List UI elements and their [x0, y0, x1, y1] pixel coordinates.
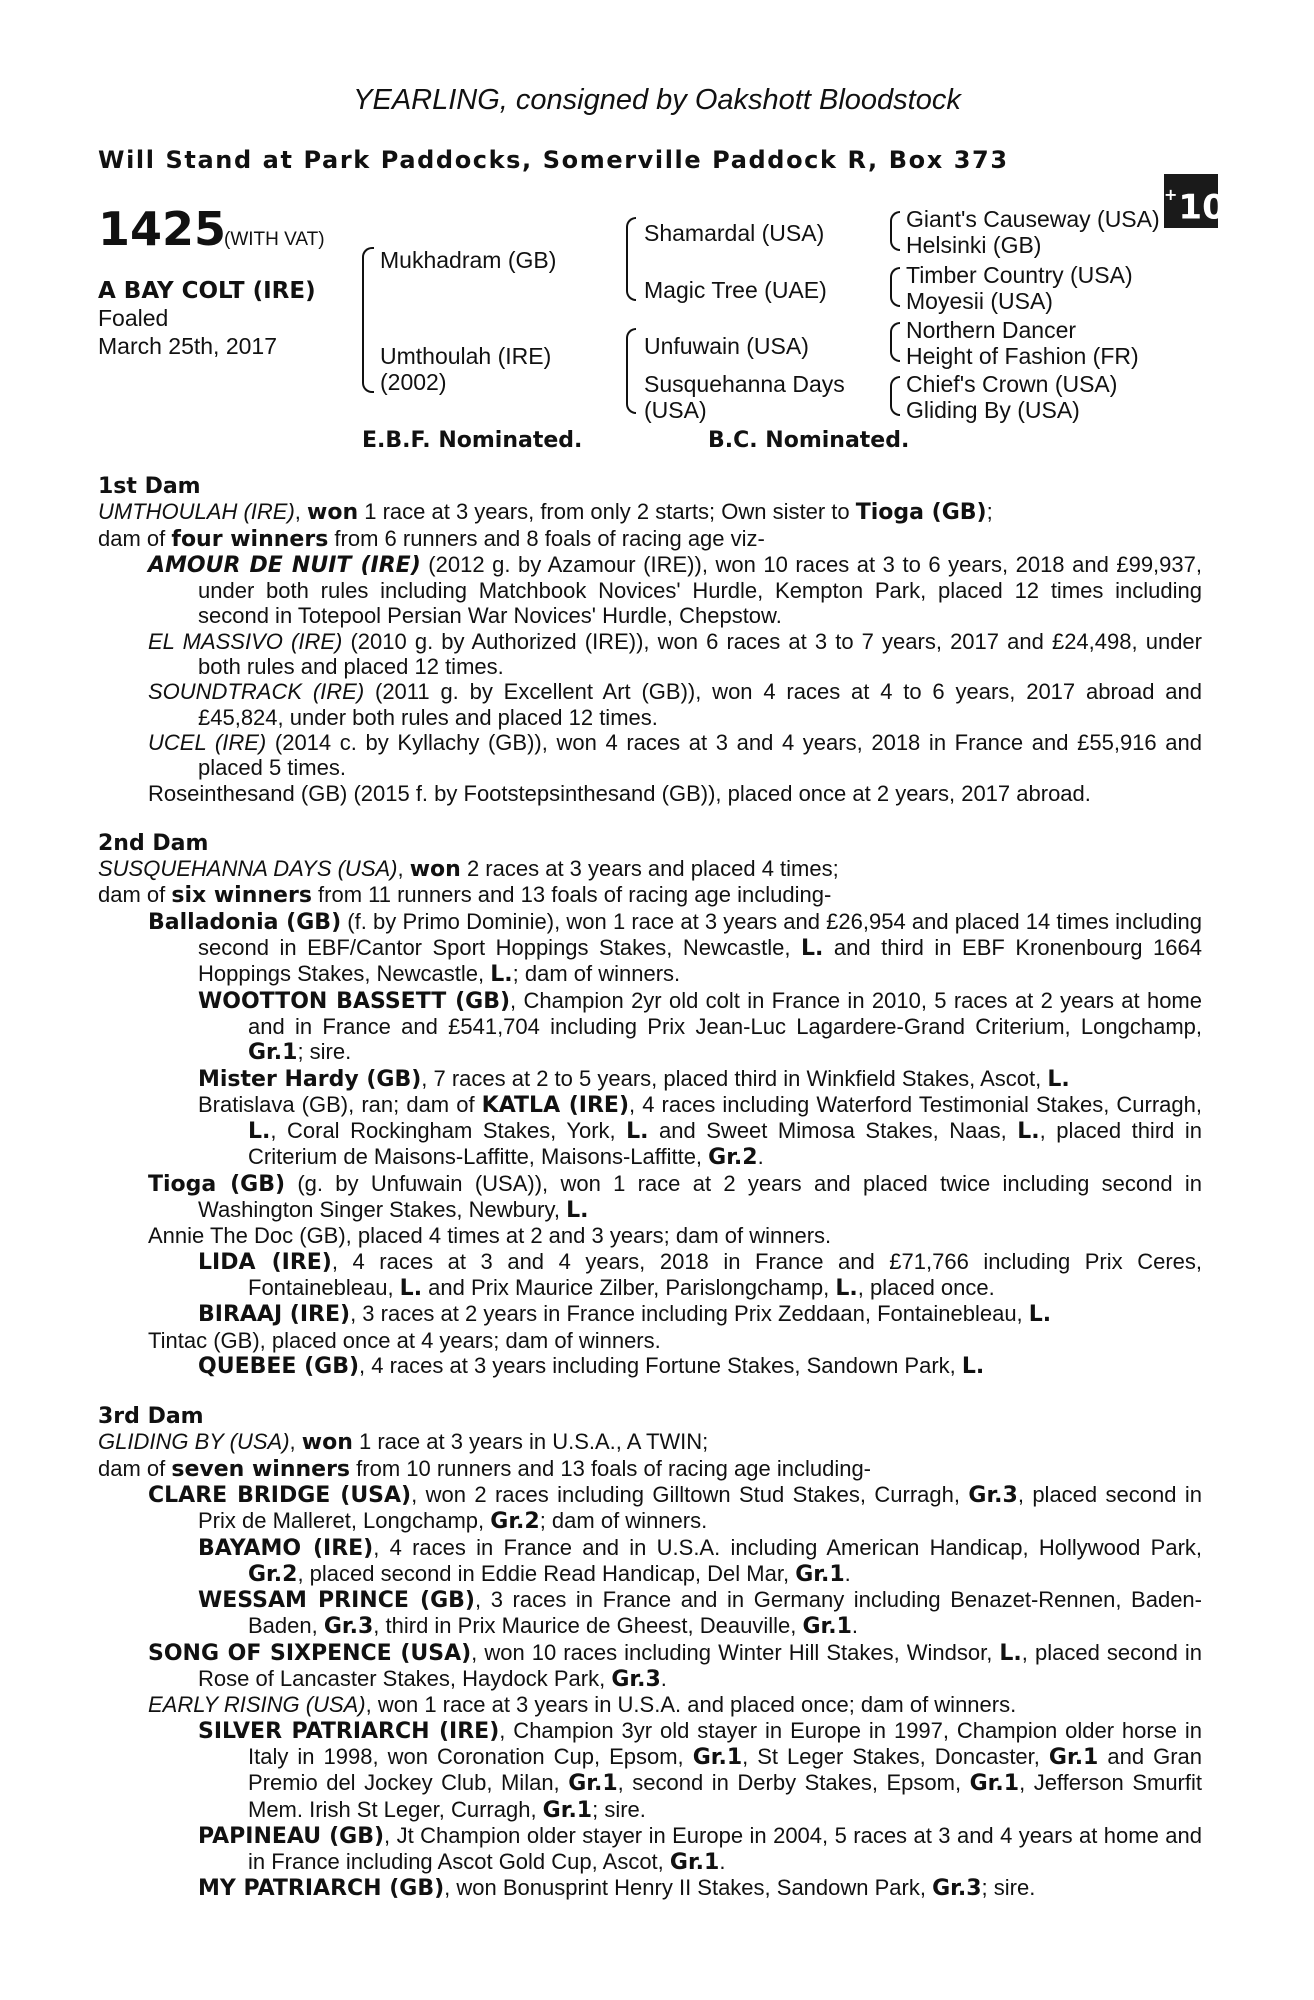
progeny-name: SILVER PATRIARCH (IRE): [198, 1718, 500, 1744]
pedigree-dsd-name: Height of Fashion (FR): [906, 343, 1139, 369]
race-grade: Gr.1: [669, 1850, 720, 1876]
progeny-name: EL MASSIVO (IRE): [148, 628, 343, 654]
lot-badge: [1164, 174, 1226, 228]
first-dam-end: ;: [986, 499, 993, 525]
progeny-entry: [148, 1482, 1202, 1535]
progeny-text: (g. by Unfuwain (USA)), won 1 race at 2 years and placed twice including second in Washington Singer Stakes, Newbury,: [198, 1170, 1202, 1223]
progeny-entry: [148, 1640, 1202, 1693]
pedigree-dds-name: Chief's Crown (USA): [906, 371, 1118, 397]
race-grade: L.: [961, 1353, 985, 1379]
race-grade: Gr.3: [611, 1667, 661, 1693]
progeny-name: Mister Hardy (GB): [198, 1066, 422, 1092]
progeny-text: (f. by Primo Dominie), won 1 race at 3 years and £26,954 and placed 14 times including second in EBF/Cantor Sport Hoppings Stakes, Newcastle,: [198, 908, 1202, 961]
progeny-text: , 4 races at 3 and 4 years, 2018 in France and £71,766 including Prix Ceres, Fontainebleau,: [248, 1248, 1202, 1300]
second-dam-winners: six winners: [171, 883, 312, 909]
progeny-text: , Champion 2yr old colt in France in 2010, 5 races at 2 years at home and in France and £541,704 including Prix Jean-Luc Lagardere-Grand Criterium, Longchamp,: [248, 987, 1202, 1039]
third-dam-damof-post: from 10 runners and 13 foals of racing age including-: [350, 1455, 872, 1481]
progeny-name: AMOUR DE NUIT (IRE): [148, 552, 421, 578]
race-grade: Gr.1: [802, 1614, 852, 1640]
progeny-text: ; sire.: [297, 1039, 352, 1065]
first-dam-sister: Tioga (GB): [855, 500, 987, 526]
progeny-text: , 3 races in France and in Germany including Benazet-Rennen, Baden-Baden,: [248, 1587, 1202, 1639]
pedigree-dam-dam: [644, 371, 845, 423]
badge-plus: +: [1164, 185, 1178, 204]
race-grade: L.: [490, 962, 513, 988]
second-dam-won: won: [409, 857, 461, 883]
progeny-entry: [198, 1718, 1202, 1823]
race-grade: Gr.2: [708, 1145, 758, 1171]
progeny-name: MY PATRIARCH (GB): [198, 1876, 445, 1902]
pedigree-dam-year: (2002): [380, 369, 447, 395]
first-dam-text: 1 race at 3 years, from only 2 starts; Own sister to: [358, 499, 856, 525]
progeny-text: .: [851, 1613, 859, 1639]
progeny-text: and Sweet Mimosa Stakes, Naas,: [648, 1118, 1018, 1144]
pedigree-sds: [906, 262, 1133, 314]
race-grade: Gr.3: [932, 1876, 982, 1902]
progeny-text: , placed second in Eddie Read Handicap, Del Mar,: [297, 1560, 796, 1586]
progeny-entry: [198, 1092, 1202, 1171]
badge-number: 10: [1178, 187, 1226, 228]
progeny-text: , 4 races in France and in U.S.A. including American Handicap, Hollywood Park,: [373, 1534, 1203, 1560]
third-dam-damof-pre: dam of: [98, 1455, 172, 1481]
second-dam-damof-pre: dam of: [98, 882, 172, 908]
pedigree-dam-name: Umthoulah (IRE): [380, 343, 552, 369]
progeny-text: , Coral Rockingham Stakes, York,: [270, 1118, 627, 1144]
progeny-text: ; sire.: [981, 1875, 1036, 1901]
progeny-text: , 3 races at 2 years in France including Prix Zeddaan, Fontainebleau,: [350, 1301, 1029, 1327]
third-dam-name: GLIDING BY (USA): [98, 1429, 290, 1455]
progeny-entry: [198, 1066, 1202, 1092]
progeny-text: .: [757, 1144, 764, 1170]
progeny-text: (2010 g. by Authorized (IRE)), won 6 races at 3 to 7 years, 2017 and £24,498, under both rules and placed 12 times.: [198, 628, 1202, 680]
progeny-text: , Jefferson Smurfit Mem. Irish St Leger, Curragh,: [248, 1770, 1202, 1822]
pedigree-bracket-3c: [890, 322, 900, 362]
progeny-text: , 7 races at 2 to 5 years, placed third in Winkfield Stakes, Ascot,: [421, 1065, 1048, 1091]
lot-name: A BAY COLT (IRE): [98, 278, 316, 304]
third-dam-heading: 3rd Dam: [98, 1404, 204, 1430]
progeny-name: Balladonia (GB): [148, 909, 342, 935]
progeny-name: BIRAAJ (IRE): [198, 1302, 351, 1328]
progeny-name: SOUNDTRACK (IRE): [148, 679, 365, 705]
progeny-text: , placed second in Prix de Malleret, Longchamp,: [198, 1481, 1202, 1534]
pedigree-dam-dam-origin: (USA): [644, 397, 707, 423]
progeny-text: and Gran Premio del Jockey Club, Milan,: [248, 1743, 1203, 1796]
pedigree-dam-dam-name: Susquehanna Days: [644, 371, 845, 397]
progeny-name: QUEBEE (GB): [198, 1353, 360, 1379]
progeny-text: and third in EBF Kronenbourg 1664 Hoppings Stakes, Newcastle,: [198, 935, 1202, 987]
catalogue-body: [98, 474, 1202, 1902]
progeny-text: , second in Derby Stakes, Epsom,: [617, 1770, 970, 1796]
race-grade: Gr.1: [692, 1744, 743, 1770]
race-grade: L.: [1047, 1066, 1070, 1092]
second-dam-intro: SUSQUEHANNA DAYS (USA), won 2 races at 3 years and placed 4 times;: [98, 856, 839, 883]
pedigree-bracket-1: [362, 247, 374, 393]
progeny-name: Roseinthesand (GB): [148, 780, 348, 806]
progeny-name: SONG OF SIXPENCE (USA): [148, 1640, 472, 1666]
second-dam-dam-of: [98, 882, 1202, 908]
race-grade: Gr.1: [795, 1561, 845, 1587]
pedigree-bracket-3b: [890, 267, 900, 307]
progeny-text: , placed once.: [857, 1274, 995, 1300]
second-dam-damof-post: from 11 runners and 13 foals of racing age including-: [311, 882, 832, 908]
progeny-name: EARLY RISING (USA): [148, 1692, 366, 1718]
lot-number: 1425: [98, 202, 227, 256]
pedigree-dam-sire: Unfuwain (USA): [644, 333, 809, 359]
progeny-entry: [198, 1535, 1202, 1588]
progeny-entry: [198, 1875, 1202, 1901]
pedigree-sds-name: Timber Country (USA): [906, 262, 1133, 288]
pedigree-sire-sire: Shamardal (USA): [644, 220, 825, 246]
first-dam-damof-pre: dam of: [98, 525, 172, 551]
race-grade: Gr.2: [248, 1561, 298, 1587]
progeny-text: , third in Prix Maurice de Gheest, Deauville,: [373, 1613, 803, 1639]
progeny-name: CLARE BRIDGE (USA): [148, 1482, 412, 1508]
race-grade: L.: [1017, 1119, 1040, 1145]
first-dam-won: won: [307, 500, 359, 526]
progeny-entry: [198, 1301, 1202, 1327]
second-dam-heading: 2nd Dam: [98, 830, 209, 856]
lot-vat: (WITH VAT): [224, 229, 325, 250]
progeny-text: , Jt Champion older stayer in Europe in 2004, 5 races at 3 and 4 years at home and in France including Ascot Gold Cup, Ascot,: [248, 1822, 1202, 1875]
pedigree-sss-name: Giant's Causeway (USA): [906, 206, 1160, 232]
progeny-text: , placed second in Rose of Lancaster Stakes, Haydock Park,: [198, 1639, 1202, 1692]
foaled-date: March 25th, 2017: [98, 333, 278, 359]
race-grade: L.: [999, 1640, 1022, 1666]
progeny-text: and Prix Maurice Zilber, Parislongchamp,: [422, 1274, 836, 1300]
progeny-entry: [148, 781, 1202, 806]
progeny-name: UCEL (IRE): [148, 729, 267, 755]
third-dam-intro: GLIDING BY (USA), won 1 race at 3 years in U.S.A., A TWIN;: [98, 1429, 709, 1456]
third-dam-winners: seven winners: [171, 1456, 351, 1482]
first-dam-heading: 1st Dam: [98, 474, 201, 499]
race-grade: L.: [801, 936, 824, 962]
foaled-info: [98, 304, 277, 360]
progeny-entry: [148, 1328, 1202, 1353]
third-dam-text: 1 race at 3 years in U.S.A., A TWIN;: [352, 1429, 709, 1455]
progeny-text: (2014 c. by Kyllachy (GB)), won 4 races at 3 and 4 years, 2018 in France and £55,916 and placed 5 times.: [198, 729, 1202, 781]
progeny-entry: [148, 909, 1202, 988]
progeny-text: Tintac (GB), placed once at 4 years; dam of winners.: [148, 1327, 661, 1353]
race-grade: L.: [399, 1275, 423, 1301]
third-dam-won: won: [301, 1430, 353, 1456]
stand-location: Will Stand at Park Paddocks, Somerville Paddock R, Box 373: [98, 146, 1009, 174]
progeny-name: KATLA (IRE): [481, 1092, 629, 1118]
foaled-label: Foaled: [98, 305, 169, 331]
progeny-text: Annie The Doc (GB), placed 4 times at 2 and 3 years; dam of winners.: [148, 1223, 832, 1249]
progeny-text: , Champion 3yr old stayer in Europe in 1997, Champion older horse in Italy in 1998, won Coronation Cup, Epsom,: [248, 1717, 1202, 1769]
progeny-text: ; dam of winners.: [539, 1508, 708, 1534]
pedigree-ssd-name: Helsinki (GB): [906, 232, 1042, 258]
second-dam-text: 2 races at 3 years and placed 4 times;: [460, 856, 839, 882]
progeny-text: ; dam of winners.: [512, 961, 681, 987]
progeny-text: ; sire.: [592, 1796, 646, 1822]
progeny-text: .: [844, 1560, 851, 1586]
second-dam-name: SUSQUEHANNA DAYS (USA): [98, 856, 398, 882]
progeny-text: .: [660, 1666, 667, 1692]
progeny-entry: [198, 1823, 1202, 1876]
progeny-text: , placed third in Criterium de Maisons-Laffitte, Maisons-Laffitte,: [248, 1118, 1203, 1170]
race-grade: Gr.1: [568, 1771, 618, 1797]
progeny-text: , won Bonusprint Henry II Stakes, Sandown Park,: [444, 1875, 933, 1901]
race-grade: Gr.3: [323, 1614, 374, 1640]
first-dam-damof-post: from 6 runners and 8 foals of racing age viz-: [328, 525, 765, 551]
progeny-text: (2012 g. by Azamour (IRE)), won 10 races at 3 to 6 years, 2018 and £99,937, under both rules including Matchbook Novices' Hurdle, Kempton Park, placed 12 times including second in Totepool Persian War Novices' Hurdle, Chepstow.: [198, 551, 1202, 629]
race-grade: Gr.1: [248, 1040, 298, 1066]
progeny-entry: [148, 679, 1202, 730]
pedigree-sire: Mukhadram (GB): [380, 247, 557, 273]
progeny-entry: [148, 1223, 1202, 1248]
progeny-text: , St Leger Stakes, Doncaster,: [742, 1743, 1049, 1769]
progeny-entry: [198, 988, 1202, 1066]
pedigree-bracket-2b: [626, 328, 636, 414]
pedigree-bracket-3a: [890, 211, 900, 251]
progeny-name: BAYAMO (IRE): [198, 1535, 374, 1561]
page-header-title: YEARLING, consigned by Oakshott Bloodstock: [353, 84, 961, 116]
progeny-text: Bratislava (GB), ran; dam of: [198, 1091, 482, 1117]
pedigree-sire-dam: Magic Tree (UAE): [644, 277, 827, 303]
pedigree-sdd-name: Moyesii (USA): [906, 288, 1053, 314]
pedigree-ddd-name: Gliding By (USA): [906, 397, 1080, 423]
race-grade: L.: [626, 1119, 649, 1145]
race-grade: Gr.3: [968, 1482, 1018, 1508]
ebf-nominated: E.B.F. Nominated.: [362, 428, 583, 453]
progeny-text: .: [719, 1849, 726, 1875]
progeny-entry: [148, 552, 1202, 629]
progeny-entry: [148, 1171, 1202, 1224]
pedigree-sss: [906, 206, 1160, 258]
race-grade: L.: [835, 1275, 858, 1301]
progeny-entry: [198, 1353, 1202, 1379]
progeny-text: , 4 races at 3 years including Fortune Stakes, Sandown Park,: [359, 1352, 962, 1378]
race-grade: Gr.2: [490, 1509, 540, 1535]
first-dam-intro: UMTHOULAH (IRE), won 1 race at 3 years, from only 2 starts; Own sister to Tioga (GB);: [98, 499, 993, 526]
race-grade: Gr.1: [542, 1797, 593, 1823]
progeny-text: (2011 g. by Excellent Art (GB)), won 4 races at 4 to 6 years, 2017 abroad and £45,824, under both rules and placed 12 times.: [198, 679, 1202, 730]
progeny-name: Tioga (GB): [148, 1171, 286, 1197]
first-dam-winners: four winners: [171, 526, 329, 552]
race-grade: L.: [566, 1198, 589, 1224]
progeny-text: , won 1 race at 3 years in U.S.A. and placed once; dam of winners.: [365, 1692, 1017, 1718]
progeny-text: , won 2 races including Gilltown Stud Stakes, Curragh,: [411, 1481, 969, 1507]
progeny-text: (2015 f. by Footstepsinthesand (GB)), placed once at 2 years, 2017 abroad.: [347, 780, 1091, 806]
pedigree-dds: [906, 371, 1117, 423]
pedigree-bracket-2a: [626, 217, 636, 301]
bc-nominated: B.C. Nominated.: [708, 428, 910, 453]
race-grade: L.: [1028, 1302, 1052, 1328]
progeny-entry: [148, 1692, 1202, 1717]
third-dam-dam-of: [98, 1456, 1202, 1482]
pedigree-dam: [380, 343, 551, 395]
progeny-text: , 4 races including Waterford Testimonial Stakes, Curragh,: [629, 1091, 1203, 1117]
progeny-entry: [148, 629, 1202, 680]
first-dam-name: UMTHOULAH (IRE): [98, 499, 295, 525]
first-dam-dam-of: [98, 526, 1202, 552]
race-grade: L.: [248, 1119, 271, 1145]
pedigree-bracket-3d: [890, 376, 900, 416]
progeny-name: WOOTTON BASSETT (GB): [198, 988, 511, 1014]
progeny-entry: [198, 1249, 1202, 1302]
pedigree-dss-name: Northern Dancer: [906, 317, 1077, 343]
progeny-name: WESSAM PRINCE (GB): [198, 1588, 475, 1614]
race-grade: Gr.1: [969, 1771, 1020, 1797]
pedigree-dss: [906, 317, 1139, 369]
progeny-entry: [198, 1587, 1202, 1640]
progeny-text: , won 10 races including Winter Hill Stakes, Windsor,: [471, 1639, 1000, 1665]
progeny-name: LIDA (IRE): [198, 1249, 332, 1275]
progeny-name: PAPINEAU (GB): [198, 1823, 385, 1849]
progeny-entry: [148, 730, 1202, 781]
race-grade: Gr.1: [1048, 1744, 1099, 1770]
